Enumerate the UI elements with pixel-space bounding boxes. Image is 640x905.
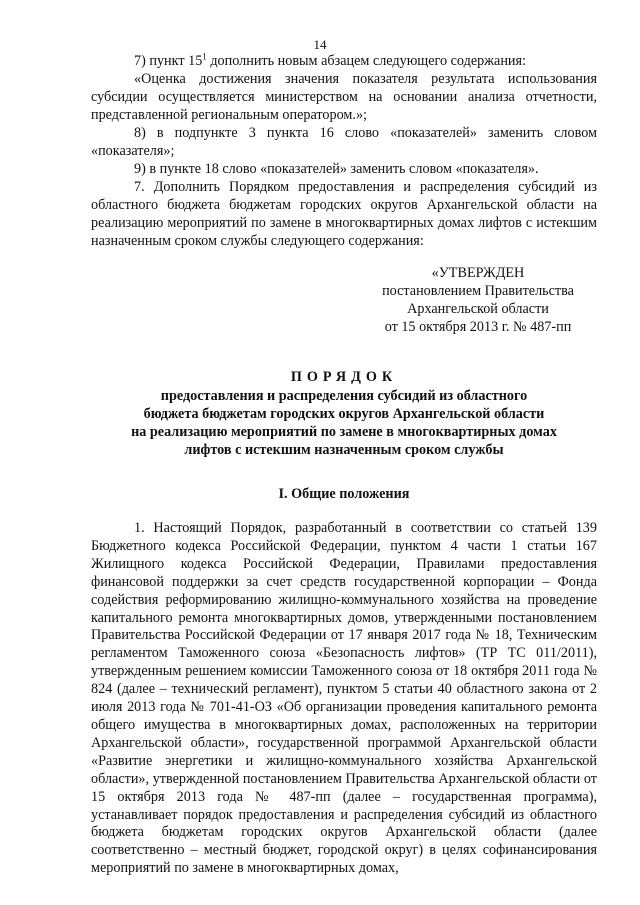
amendment-list: [91, 52, 597, 250]
amendment-main-item-7: 7. Дополнить Порядком предоставления и распределения субсидий из областного бюджета бюджетам городских округов Архангельской области на реализацию мероприятий по замене в многоквартирных домах лифтов с истекшим назначенным сроком службы следующего содержания:: [91, 179, 597, 249]
amendment-item-7-continuation: дополнить новым абзацем следующего содержания:: [206, 53, 526, 69]
superscript-marker: 1: [202, 51, 207, 62]
title-heading: ПОРЯДОК: [290, 369, 398, 385]
approval-stamp-block: [360, 264, 596, 336]
title-line-1: предоставления и распределения субсидий из областного: [160, 388, 528, 404]
paragraph-1: 1. Настоящий Порядок, разработанный в соответствии со статьей 139 Бюджетного кодекса Российской Федерации, пунктом 4 части 1 статьи 167 Жилищного кодекса Российской Федерации, Правилами предоставления финансовой поддержки за счет средств государственной корпорации – Фонда содействия реформированию жилищно-коммунального хозяйства на проведение капитального ремонта многоквартирных домов, утвержденными постановлением Правительства Российской Федерации от 17 января 2017 года № 18, Техническим регламентом Таможенного союза «Безопасность лифтов» (ТР ТС 011/2011), утвержденным решением комиссии Таможенного союза от 18 октября 2011 года № 824 (далее – технический регламент), пунктом 5 статьи 40 областного закона от 2 июля 2013 года № 701-41-ОЗ «Об организации проведения капитального ремонта общего имущества в многоквартирных домах, расположенных на территории Архангельской области», государственной программой Архангельской области «Развитие энергетики и жилищно-коммунального хозяйства Архангельской области», утвержденной постановлением Правительства Архангельской области от 15 октября 2013 года № 487-пп (далее – государственная программа), устанавливает порядок предоставления и распределения субсидий из областного бюджета бюджетам городских округов Архангельской области (далее соответственно – местный бюджет, городской округ) в целях софинансирования мероприятий по замене в многоквартирных домах,: [91, 520, 597, 877]
approval-line-2: постановлением Правительства: [382, 283, 574, 299]
amendment-item-9: 9) в пункте 18 слово «показателей» заменить словом «показателя».: [134, 161, 539, 177]
approval-line-1: «УТВЕРЖДЕН: [431, 265, 525, 281]
section-body: [91, 520, 597, 878]
amendment-item-7-text: 7) пункт 15: [134, 53, 203, 69]
approval-line-3: Архангельской области: [407, 301, 549, 317]
title-line-3: на реализацию мероприятий по замене в многоквартирных домах: [131, 424, 557, 440]
amendment-quote: «Оценка достижения значения показателя результата использования субсидии осуществляется министерством на основании анализа отчетности, представленной региональным оператором.»;: [91, 71, 597, 123]
title-line-4: лифтов с истекшим назначенным сроком службы: [184, 442, 504, 458]
document-title: [91, 368, 597, 459]
page-number: 14: [313, 37, 327, 52]
approval-line-4: от 15 октября 2013 г. № 487-пп: [384, 319, 572, 335]
amendment-item-8: 8) в подпункте 3 пункта 16 слово «показателей» заменить словом «показателя»;: [91, 125, 597, 159]
title-line-2: бюджета бюджетам городских округов Архангельской области: [143, 406, 545, 422]
amendment-item-7: [91, 52, 597, 70]
section-heading: I. Общие положения: [278, 486, 410, 502]
